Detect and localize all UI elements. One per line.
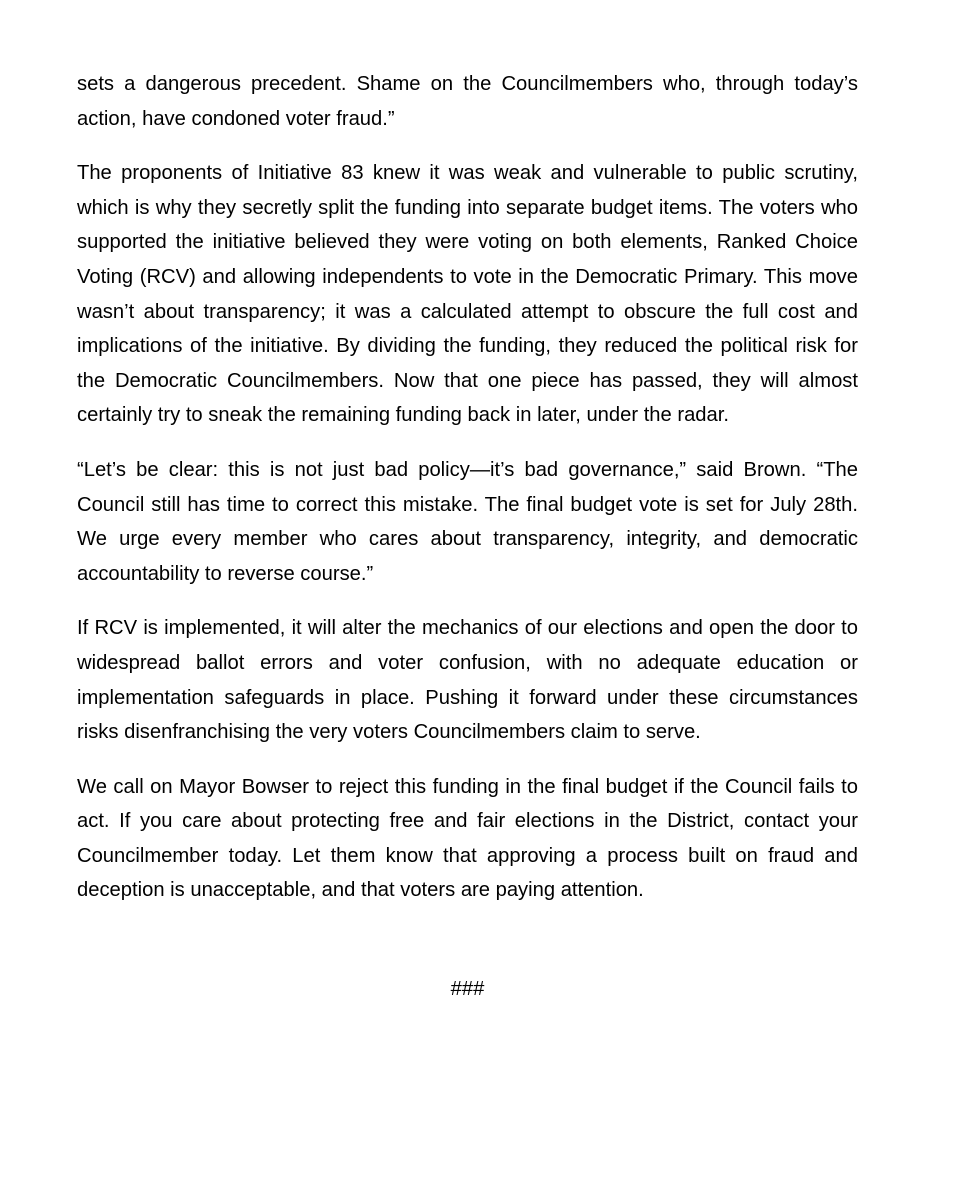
end-mark: ### [450, 978, 485, 1000]
paragraph-5: We call on Mayor Bowser to reject this funding in the final budget if the Council fails to act. If you care about protecting free and fair elections in the District, contact your Councilmember today. Let them know that approving a process built on fraud and deception is unacceptable, and that voters are paying attention. [77, 775, 858, 902]
document-page [77, 67, 858, 1000]
paragraph-4: If RCV is implemented, it will alter the mechanics of our elections and open the door to widespread ballot errors and voter confusion, with no adequate education or implementation safeguards in place. Pushing it forward under these circumstances risks disenfranchising the very voters Councilmembers claim to serve. [77, 617, 858, 744]
paragraph-3: “Let’s be clear: this is not just bad policy—it’s bad governance,” said Brown. “The Council still has time to correct this mistake. The final budget vote is set for July 28th. We urge every member who cares about transparency, integrity, and democratic accountability to reverse course.” [77, 458, 858, 585]
paragraph-1: sets a dangerous precedent. Shame on the Councilmembers who, through today’s action, have condoned voter fraud.” [77, 73, 858, 130]
paragraph-2: The proponents of Initiative 83 knew it was weak and vulnerable to public scrutiny, which is why they secretly split the funding into separate budget items. The voters who supported the initiative believed they were voting on both elements, Ranked Choice Voting (RCV) and allowing independents to vote in the Democratic Primary. This move wasn’t about transparency; it was a calculated attempt to obscure the full cost and implications of the initiative. By dividing the funding, they reduced the political risk for the Democratic Councilmembers. Now that one piece has passed, they will almost certainly try to sneak the remaining funding back in later, under the radar. [77, 162, 858, 427]
